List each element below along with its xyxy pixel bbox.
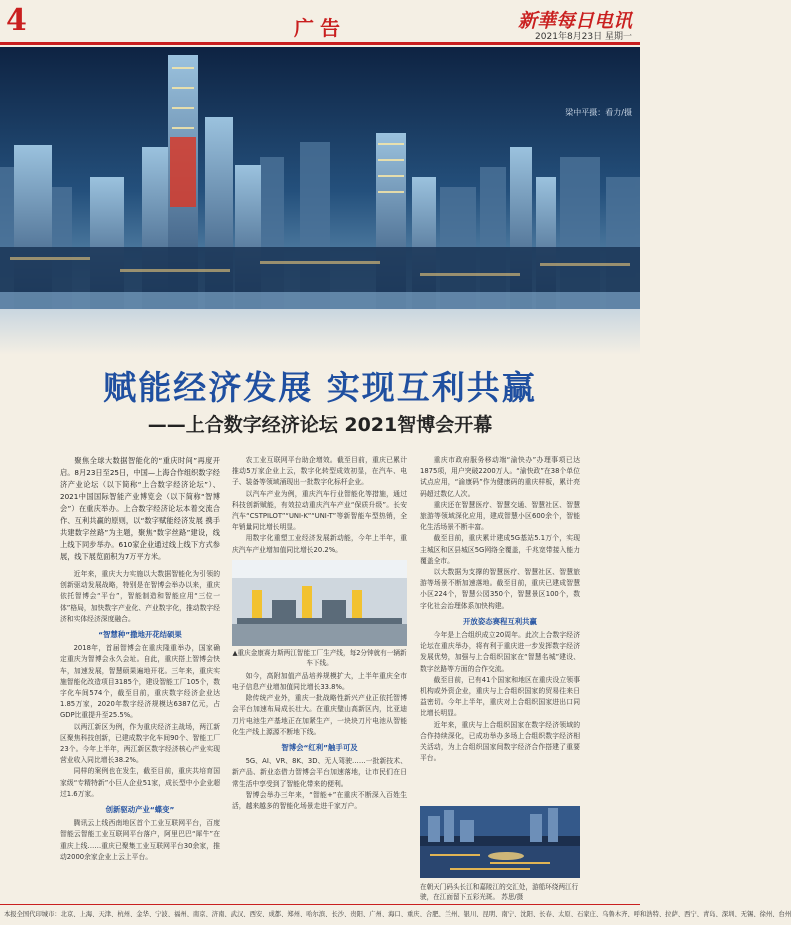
column-1	[60, 455, 220, 900]
col3-paragraph: 截至目前，已有41个国家和地区在重庆设立领事机构或外资企业，重庆与上合组织国家的贸易往来日益密切。今年上半年，重庆对上合组织国家进出口同比增长明显。	[420, 675, 580, 718]
col3-subhead: 开放姿态赛程互利共赢	[463, 616, 537, 626]
col3-paragraph: 近年来，重庆与上合组织国家在数字经济领域的合作持续深化，已成功举办多场上合组织数字经济相关活动，为上合组织国家间数字经济合作搭建了重要平台。	[420, 720, 580, 763]
col1-paragraph: 近年来，重庆大力实施以大数据智能化为引领的创新驱动发展战略，特别是在智博会举办以来，重庆依托智博会“平台”，智能制造和智能应用“三位一体”格局，加快数字产业化、产业数字化，推动数字经济和实体经济深度融合。	[60, 570, 220, 623]
river-night-photo	[420, 806, 580, 878]
col2-paragraph: 5G、AI、VR、8K、3D、无人驾驶……一批新技术、新产品、新业态借力智博会平台加速落地，让市民们在日常生活中享受到了智能化带来的便利。	[232, 757, 407, 788]
hero-fade	[0, 309, 640, 355]
col2-paragraph: 如今，高附加值产品培养规模扩大，上半年重庆全市电子信息产业增加值同比增长33.8%。	[232, 671, 407, 692]
col3-paragraph: 今年是上合组织成立20周年。此次上合数字经济论坛在重庆举办，将有利于重庆进一步发挥数字经济发展优势，加强与上合组织国家在“智慧名城”建设、数字丝路等方面的合作交流。	[420, 631, 580, 673]
col1-subhead-1: “智慧种”撒地开花结硕果	[98, 630, 182, 640]
issue-date: 2021年8月23日 星期一	[535, 32, 632, 42]
factory-photo	[232, 560, 407, 646]
col3-paragraph: 重庆市政府服务移动端“渝快办”办理事项已达1875项，用户突破2200万人。“渝快政”在38个单位试点应用，“渝康码”作为健康码的重庆样板，累计亮码超过数亿人次。	[420, 456, 580, 498]
newspaper-logo: 新華每日电讯	[517, 10, 632, 32]
river-photo-caption: 在朝天门码头长江和嘉陵江的交汇处，游船环绕两江行驶，在江面留下五彩光斑。 苏思/摄	[420, 883, 579, 901]
print-cities-footer: 本报全国代印城市：北京、上海、天津、杭州、金华、宁波、福州、南京、济南、武汉、西安、成都、郑州、哈尔滨、长沙、贵阳、广州、海口、重庆、合肥、兰州、银川、昆明、南宁、沈阳、长春、太原、石家庄、乌鲁木齐、呼和浩特、拉萨、西宁、青岛、深圳、无锡、徐州、台州	[0, 904, 640, 925]
page-number: 4	[6, 3, 27, 38]
col1-paragraph: 以两江新区为例，作为重庆经济主战场，两江新区聚焦科技创新，已建成数字化车间90个、智能工厂23个。今年上半年，两江新区数字经济核心产业实现营业收入同比增长38.2%。	[60, 722, 220, 765]
hero-photo-city-skyline	[0, 47, 640, 309]
col2-paragraph: 除传统产业外，重庆一批战略性新兴产业正依托智博会平台加速布局成长壮大。在重庆璧山高新区内，比亚迪刀片电池生产基地正在加紧生产，一块块刀片电池从智能化生产线上源源不断地下线。	[232, 694, 407, 736]
photo-caption: ▲重庆金康赛力斯两江智能工厂生产线，每2分钟就有一辆新车下线。	[232, 648, 407, 667]
factory-illustration	[232, 560, 407, 646]
skyline-illustration	[0, 47, 640, 309]
col3-paragraph: 重庆还在智慧医疗、智慧交通、智慧社区、智慧旅游等领域深化应用，建成智慧小区600余个，智能化生活场景不断丰富。	[420, 500, 580, 532]
col1-paragraph: 同样的案例也在发生，截至目前，重庆共培育国家级“专精特新”小巨人企业51家，成长型中小企业超过1.6万家。	[60, 767, 220, 798]
col3-paragraph: 以大数据为支撑的智慧医疗、智慧社区、智慧旅游等场景不断加速落地。截至目前，重庆已建成智慧小区224个，智慧公园350个，智慧景区100个，数字化社会治理体系加快构建。	[420, 568, 580, 610]
river-illustration	[420, 806, 580, 878]
col1-paragraph: 腾讯云上线西南地区首个工业互联网平台，百度智能云智能工业互联网平台落户，阿里巴巴“犀牛”在重庆上线……重庆已聚集工业互联网平台30余家，推动2000余家企业上云上平台。	[60, 819, 220, 861]
col2-paragraph: 用数字化重塑工业经济发展新动能，今年上半年，重庆汽车产业增加值同比增长20.2%。	[232, 534, 407, 554]
col2-paragraph: 农工业互联网平台助企增效。截至目前，重庆已累计推动5万家企业上云，数字化转型成效初显，在汽车、电子、装备等领域涌现出一批数字化标杆企业。	[232, 456, 407, 487]
col2-subhead: 智博会“红利”触手可及	[281, 743, 358, 753]
col1-subhead-2: 创新驱动产业“蝶变”	[105, 805, 175, 815]
photo-credit: 梁中平摄：看力/摄	[565, 108, 632, 117]
col3-paragraph: 截至目前，重庆累计建成5G基站5.1万个，实现主城区和区县城区5G网络全覆盖，千兆宽带接入能力覆盖全市。	[420, 534, 580, 565]
page-header	[0, 0, 640, 42]
col2-paragraph: 智博会举办三年来，“智能+”在重庆不断深入百姓生活，越来越多的智能化场景走进千家万户。	[232, 790, 407, 811]
column-2	[232, 455, 407, 900]
section-label: 广告	[294, 16, 346, 40]
article-subtitle: ——上合数字经济论坛 2021智博会开幕	[147, 414, 493, 436]
article-title: 赋能经济发展 实现互利共赢	[103, 368, 537, 407]
header-rule	[0, 42, 640, 45]
col1-paragraph: 2018年，首届智博会在重庆隆重举办，国家确定重庆为智博会永久会址。自此，重庆搭上智博会快车，加速发展，智慧硕果遍地开花。三年来，重庆实施智能化改造项目3185个，建设智能工厂105个，数字化车间574个，截至目前，重庆数字经济企业达1.85万家，2020年数字经济规模达6387亿元，占GDP比重提升至25.5%。	[60, 644, 220, 720]
col2-paragraph: 以汽车产业为例，重庆汽车行业智能化等措施，通过科技创新赋能，有效拉动重庆汽车产业“保质升级”。长安汽车“CSTPILOT”“UNI-K”“UNI-T”等新智能车型热销，全年销量同比增长明显。	[232, 489, 407, 532]
lede-paragraph: 聚焦全球大数据智能化的“重庆时间”再度开启。8月23日至25日，中国—上海合作组织数字经济产业论坛（以下简称“上合数字经济论坛”）、2021中国国际智能产业博览会（以下简称“智博会”）在重庆举办。上合数字经济论坛本着交流合作、互利共赢的原则，以“数字赋能经济发展 携手共建数字丝路”为主题，聚焦“数字丝路”建设，线上线下同步举办。610家企业通过线上线下方式参展，线下展览面积为7万平方米。	[60, 456, 220, 561]
